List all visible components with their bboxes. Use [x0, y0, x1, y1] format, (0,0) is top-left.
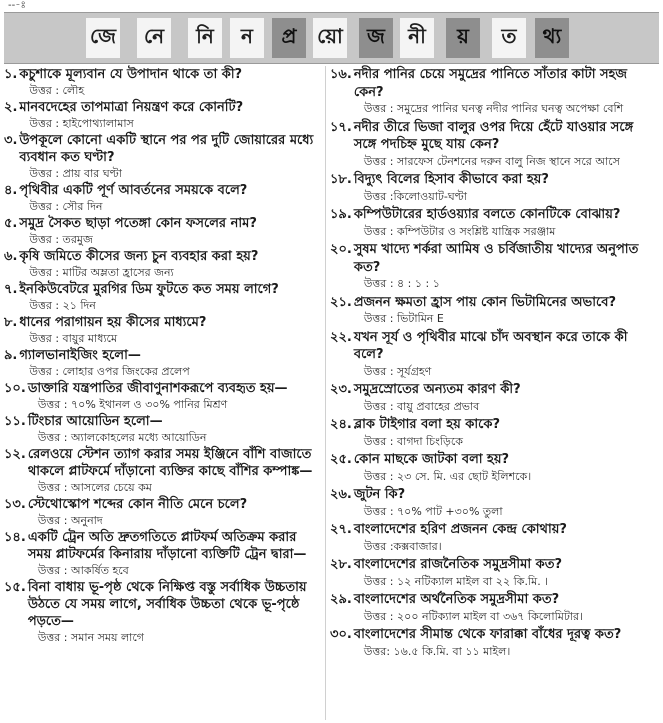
- question-text: জুটন কি?: [353, 487, 406, 502]
- qa-item: [4, 66, 322, 98]
- qa-item: [330, 119, 659, 170]
- question-number: ১৫.: [4, 580, 26, 595]
- question-number: ১৮.: [330, 172, 352, 187]
- qa-item: [4, 529, 322, 578]
- question-number: ৪.: [4, 183, 18, 198]
- answer-text: উত্তর : অনুনাদ: [37, 514, 103, 527]
- answer-text: উত্তর : লোহার ওপর জিংকের প্রলেপ: [29, 365, 190, 378]
- banner-letter-5: প্র: [272, 18, 306, 58]
- answer-text: উত্তর : বাগদা চিংড়িকে: [363, 434, 463, 448]
- qa-item: [330, 241, 659, 292]
- question-number: ১৩.: [4, 497, 26, 512]
- qa-item: [4, 579, 322, 645]
- question-text: ডাক্তারি যন্ত্রপাতির জীবাণুনাশকরূপে ব্যবহৃত হয়—: [27, 381, 288, 396]
- banner-letter-1: জে: [86, 18, 120, 58]
- question-number: ২৯.: [330, 592, 352, 607]
- question-text: টিংচার আয়োডিন হলো—: [27, 414, 163, 429]
- question-number: ৩০.: [330, 627, 352, 642]
- answer-text: উত্তর : মাটির অম্লতা হ্রাসের জন্য: [29, 266, 174, 279]
- answer-text: উত্তর : ভিটামিন E: [363, 312, 444, 325]
- qa-item: [4, 413, 322, 445]
- question-text: নদীর পানির চেয়ে সমুদ্রের পানিতে সাঁতার কাটা সহজ কেন?: [353, 67, 628, 100]
- banner-letter-2: নে: [137, 18, 171, 58]
- question-number: ১১.: [4, 414, 26, 429]
- question-number: ২৭.: [330, 522, 352, 537]
- answer-text: উত্তর : প্রায় বার ঘণ্টা: [29, 167, 122, 180]
- qa-item: [330, 556, 659, 589]
- question-text: নদীর তীরে ভিজা বালুর ওপর দিয়ে হেঁটে যাওয়ার সঙ্গে সঙ্গে পদচিহ্ন মুছে যায় কেন?: [353, 119, 634, 152]
- page-top-fragment: ---ঃ: [8, 0, 26, 11]
- answer-text: উত্তর : বায়ুর মাধ্যমে: [29, 332, 118, 345]
- question-number: ১০.: [4, 381, 26, 396]
- banner-letter-9: য়: [446, 18, 480, 58]
- question-text: পৃথিবীর একটি পূর্ণ আবর্তনের সময়কে বলে?: [19, 183, 248, 198]
- qa-item: [4, 496, 322, 528]
- answer-text: উত্তর :কিলোওয়াট-ঘণ্টা: [363, 189, 467, 203]
- question-number: ৭.: [4, 282, 18, 297]
- qa-item: [330, 486, 659, 519]
- qa-item: [4, 215, 322, 247]
- question-text: সমুদ্র সৈকত ছাড়া পতেঙ্গা কোন ফসলের নাম?: [19, 216, 257, 231]
- question-number: ২০.: [330, 242, 352, 257]
- question-text: যখন সূর্য ও পৃথিবীর মাঝে চাঁদ অবস্থান করে তাকে কী বলে?: [353, 329, 628, 362]
- question-text: ইনকিউবেটরে মুরগির ডিম ফুটতে কত সময় লাগে?: [19, 282, 279, 297]
- question-text: বাংলাদেশের অর্থনৈতিক সমুদ্রসীমা কত?: [353, 592, 560, 607]
- answer-text: উত্তর : তরমুজ: [29, 233, 93, 246]
- question-text: মানবদেহের তাপমাত্রা নিয়ন্ত্রণ করে কোনটি?: [19, 100, 244, 115]
- answer-text: উত্তর : ২০০ নটিক্যাল মাইল বা ৩৬৭ কিলোমিটার।: [363, 609, 583, 623]
- answer-text: উত্তর : সারফেস টেনশনের দরুন বালু নিজ স্থানে সরে আসে: [363, 154, 620, 168]
- banner-letter-10: ত: [492, 18, 526, 58]
- question-text: বাংলাদেশের সীমান্ত থেকে ফারাক্কা বাঁধের দূরত্ব কত?: [353, 627, 622, 642]
- answer-text: উত্তর : সমুদ্রের পানির ঘনত্ব নদীর পানির ঘনত্ব অপেক্ষা বেশি: [363, 102, 624, 115]
- left-column: [4, 66, 322, 646]
- banner-letter-3: নি: [188, 18, 222, 58]
- qa-item: [4, 248, 322, 280]
- question-number: ২.: [4, 100, 18, 115]
- question-text: বিদ্যুৎ বিলের হিসাব কীভাবে করা হয়?: [353, 172, 549, 187]
- qa-item: [330, 451, 659, 484]
- qa-item: [4, 347, 322, 379]
- answer-text: উত্তর : ২৩ সে. মি. এর ছোট ইলিশকে।: [363, 469, 532, 483]
- qa-item: [330, 591, 659, 624]
- question-text: বাংলাদেশের হরিণ প্রজনন কেন্দ্র কোথায়?: [353, 522, 567, 537]
- question-number: ২৮.: [330, 557, 352, 572]
- banner-letter-4: ন: [230, 18, 264, 58]
- question-number: ১৭.: [330, 119, 352, 135]
- question-text: কম্পিউটারের হার্ডওয়্যার বলতে কোনটিকে বোঝায়?: [353, 207, 621, 222]
- banner-letter-8: নী: [400, 18, 434, 58]
- answer-text: উত্তর : ৭০% পাট +৩০% তুলা: [363, 504, 503, 518]
- question-text: সুষম খাদ্যে শর্করা আমিষ ও চর্বিজাতীয় খাদ্যের অনুপাত কত?: [353, 242, 639, 275]
- answer-text: উত্তর :কক্সবাজার।: [363, 539, 442, 553]
- qa-item: [330, 171, 659, 204]
- qa-item: [4, 446, 322, 495]
- answer-text: উত্তর : সমান সময় লাগে: [37, 631, 144, 644]
- banner-letter-6: য়ো: [313, 18, 347, 58]
- question-text: কোন মাছকে জাটকা বলা হয়?: [353, 452, 510, 467]
- qa-item: [4, 182, 322, 214]
- question-number: ১.: [4, 67, 18, 82]
- banner-letter-7: জ: [359, 18, 393, 58]
- question-text: বিনা বাধায় ভূ-পৃষ্ঠ থেকে নিক্ষিপ্ত বস্তু সর্বাধিক উচ্চতায় উঠতে যে সময় লাগে, সর্বাধিক উচ্চতা থেকে ভূ-পৃষ্ঠে পড়তে—: [27, 580, 307, 629]
- question-text: বাংলাদেশের রাজনৈতিক সমুদ্রসীমা কত?: [353, 557, 563, 572]
- qa-item: [330, 66, 659, 117]
- question-text: ব্লাক টাইগার বলা হয় কাকে?: [353, 417, 501, 432]
- question-number: ২২.: [330, 329, 352, 345]
- banner-letter-11: থ্য: [535, 18, 569, 58]
- question-text: কৃষি জমিতে কীসের জন্য চুন ব্যবহার করা হয়?: [19, 249, 259, 264]
- question-text: স্টেথোস্কোপ শব্দের কোন নীতি মেনে চলে?: [27, 497, 248, 512]
- qa-item: [4, 99, 322, 131]
- question-number: ১৬.: [330, 67, 352, 82]
- answer-text: উত্তর : ৪ : ১ : ১: [363, 277, 440, 290]
- answer-text: উত্তর: ১৬.৫ কি.মি. বা ১১ মাইল।: [363, 644, 511, 658]
- question-number: ২১.: [330, 294, 352, 310]
- column-divider: [325, 66, 326, 720]
- qa-item: [330, 206, 659, 239]
- answer-text: উত্তর : ৭০% ইথানল ও ৩০% পানির মিশ্রণ: [37, 398, 228, 411]
- answer-text: উত্তর : আকর্ষিত হবে: [37, 564, 129, 577]
- question-number: ২৫.: [330, 452, 352, 467]
- question-text: গ্যালভানাইজিং হলো—: [19, 348, 141, 363]
- question-number: ৬.: [4, 249, 18, 264]
- question-number: ১২.: [4, 447, 26, 462]
- qa-item: [330, 416, 659, 449]
- answer-text: উত্তর : কম্পিউটার ও সংশ্লিষ্ট যান্ত্রিক সরঞ্জাম: [363, 224, 556, 238]
- answer-text: উত্তর : আসলের চেয়ে কম: [37, 481, 152, 494]
- answer-text: উত্তর : সৌর দিন: [29, 200, 103, 213]
- question-text: একটি ট্রেন অতি দ্রুতগতিতে প্লাটফর্ম অতিক্রম করার সময় প্লাটফর্মের কিনারায় দাঁড়ানো ব্যক্তিটি ট্রেন দ্বারা—: [27, 530, 307, 562]
- answer-text: উত্তর : সূর্যগ্রহণ: [363, 364, 432, 378]
- answer-text: উত্তর : লৌহ: [29, 84, 85, 97]
- question-text: রেলওয়ে স্টেশন ত্যাগ করার সময় ইঞ্জিনে বাঁশি বাজাতে থাকলে প্লাটফর্মে দাঁড়ানো ব্যক্তির কাছে বাঁশির কম্পাঙ্ক—: [27, 447, 313, 479]
- answer-text: উত্তর : হাইপোথ্যালামাস: [29, 117, 134, 130]
- qa-item: [4, 281, 322, 313]
- question-number: ২৬.: [330, 487, 352, 502]
- title-banner: [4, 12, 659, 64]
- question-text: প্রজনন ক্ষমতা হ্রাস পায় কোন ভিটামিনের অভাবে?: [353, 294, 616, 310]
- question-number: ১৪.: [4, 530, 26, 545]
- question-text: কচুশাকে মূল্যবান যে উপাদান থাকে তা কী?: [19, 67, 243, 82]
- question-text: ধানের পরাগায়ন হয় কীসের মাধ্যমে?: [19, 315, 207, 330]
- question-number: ৯.: [4, 348, 18, 363]
- qa-item: [4, 132, 322, 181]
- question-number: ৮.: [4, 315, 18, 330]
- question-number: ২৪.: [330, 417, 352, 432]
- answer-text: উত্তর : বায়ু প্রবাহের প্রভাব: [363, 399, 480, 413]
- question-text: উপকূলে কোনো একটি স্থানে পর পর দুটি জোয়ারের মধ্যে ব্যবধান কত ঘণ্টা?: [19, 133, 314, 165]
- question-text: সমুদ্রস্রোতের অন্যতম কারণ কী?: [353, 382, 521, 397]
- question-number: ৫.: [4, 216, 18, 231]
- qa-item: [330, 521, 659, 554]
- answer-text: উত্তর : ১২ নটিক্যাল মাইল বা ২২ কি.মি. ।: [363, 574, 549, 588]
- qa-item: [330, 626, 659, 659]
- qa-item: [4, 314, 322, 346]
- question-number: ৩.: [4, 133, 18, 148]
- qa-item: [330, 381, 659, 414]
- question-number: ২৩.: [330, 382, 352, 397]
- question-number: ১৯.: [330, 207, 352, 222]
- right-column: [330, 66, 659, 661]
- qa-item: [4, 380, 322, 412]
- answer-text: উত্তর : ২১ দিন: [29, 299, 96, 312]
- answer-text: উত্তর : অ্যালকোহলের মধ্যে আয়োডিন: [37, 431, 207, 444]
- qa-item: [330, 294, 659, 327]
- qa-item: [330, 329, 659, 380]
